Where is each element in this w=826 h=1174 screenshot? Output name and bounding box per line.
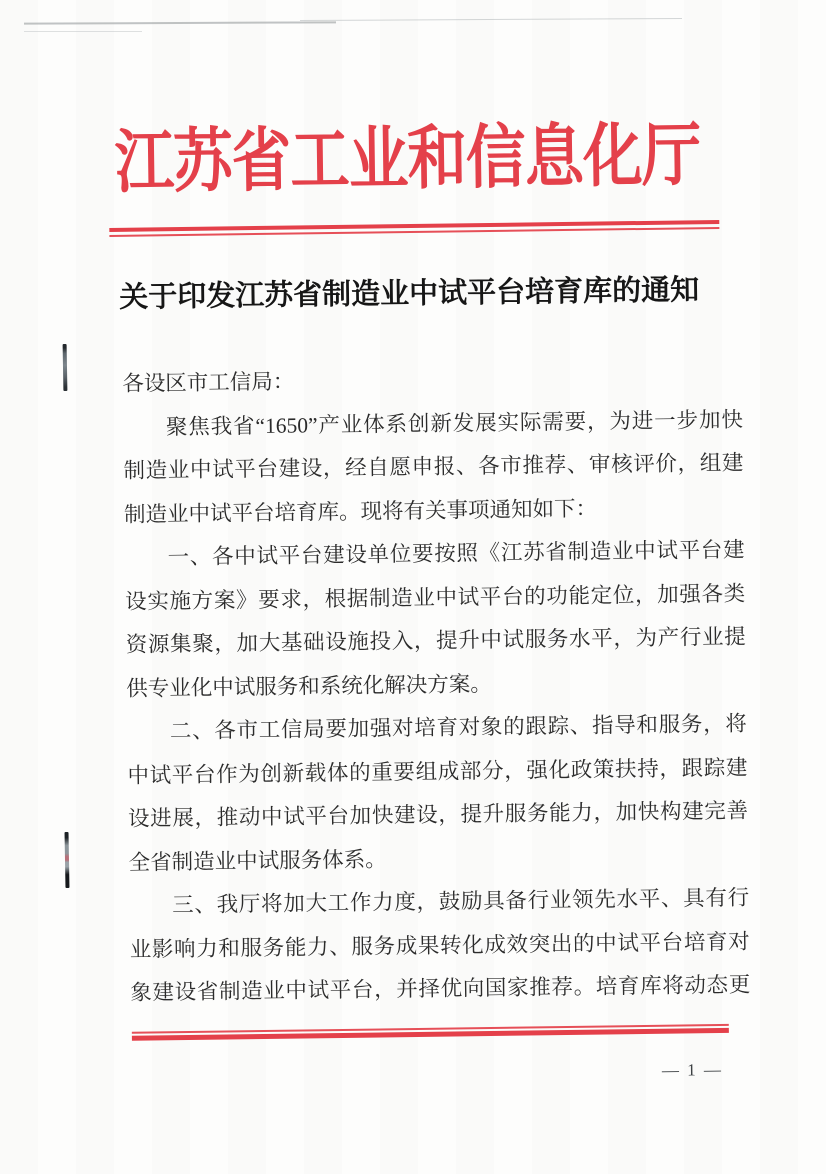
body-line: 设进展，推动中试平台加快建设，提升服务能力，加快构建完善: [127, 798, 749, 831]
body-line: 制造业中试平台培育库。现将有关事项通知如下：: [123, 496, 598, 527]
body-line-salutation: 各设区市工信局：: [122, 369, 295, 396]
body-line: 二、各市工信局要加强对培育对象的跟踪、指导和服务，将: [169, 711, 748, 744]
body-line: 中试平台作为创新载体的重要组成部分，强化政策扶持，跟踪建: [127, 755, 748, 788]
page-number: — 1 —: [661, 1059, 723, 1080]
body-line: 供专业化中试服务和系统化解决方案。: [126, 671, 492, 701]
body-line: 全省制造业中试服务体系。: [128, 846, 387, 875]
letterhead-divider: [109, 220, 719, 237]
body-line: 制造业中试平台建设，经自愿申报、各市推荐、审核评价，组建: [123, 450, 744, 483]
body-line: 资源集聚，加大基础设施投入，提升中试服务水平，为产行业提: [125, 624, 746, 657]
document-body: [122, 355, 750, 1016]
letterhead-title: 江苏省工业和信息化厅: [114, 118, 701, 202]
body-line: 一、各中试平台建设单位要按照《江苏省制造业中试平台建: [167, 537, 745, 570]
body-line: 聚焦我省“1650”产业体系创新发展实际需要，为进一步加快: [165, 407, 744, 439]
body-line: 三、我厅将加大工作力度，鼓励具备行业领先水平、具有行: [172, 885, 750, 918]
footer-divider: [132, 1024, 729, 1040]
body-line: 象建设省制造业中试平台，并择优向国家推荐。培育库将动态更: [130, 972, 751, 1005]
body-line: 设实施方案》要求，根据制造业中试平台的功能定位，加强各类: [125, 581, 746, 614]
body-line: 业影响力和服务能力、服务成果转化成效突出的中试平台培育对: [129, 929, 750, 962]
document-title: 关于印发江苏省制造业中试平台培育库的通知: [118, 274, 700, 314]
